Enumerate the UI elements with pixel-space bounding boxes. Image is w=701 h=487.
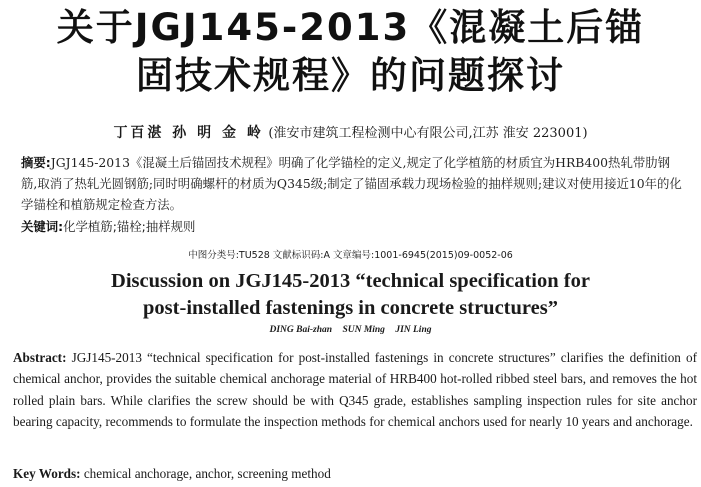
title-cn-line-2: 固技术规程》的问题探讨 [136,54,565,97]
abstract-en-text: JGJ145-2013 “technical specification for post-installed fastenings in concrete structures” clarifies the definition of chemical anchor, provides the suitable chemical anchorage material of HRB400 hot-rolled ribbed steel bars, and removes the hot rolled plain bars. While clarifies the screw should be with Q345 grade, establishes sampling inspection rules for site anchor bearing capacity, recommends to formulate the inspection methods for chemical anchors used for nearly 10 years and anchorage. [13,350,697,429]
author-affiliation-cn: (淮安市建筑工程检测中心有限公司,江苏 淮安 223001) [268,126,588,141]
title-en-line-1: Discussion on JGJ145-2013 “technical specification for [111,270,590,292]
abstract-cn [21,152,683,215]
keywords-en-text: chemical anchorage, anchor, screening method [83,466,331,481]
author-en-2: SUN Ming [342,325,385,335]
author-en-3: JIN Ling [395,325,432,335]
abstract-en [13,347,697,432]
abstract-cn-text: JGJ145-2013《混凝土后锚固技术规程》明确了化学锚栓的定义,规定了化学植筋的材质宜为HRB400热轧带肋钢筋,取消了热轧光圆钢筋;同时明确螺杆的材质为Q345级;制定了锚固承载力现场检验的抽样规则;建议对使用接近10年的化学锚栓和植筋规定检查方法。 [21,155,682,212]
keywords-en-label: Key Words: [13,466,81,481]
title-cn-line-1: 关于JGJ145-2013《混凝土后锚 [56,6,645,49]
keywords-cn-text: 化学植筋;锚栓;抽样规则 [63,219,196,234]
title-en-line-2: post-installed fastenings in concrete structures” [143,297,558,319]
keywords-cn-label: 关键词: [21,219,64,234]
keywords-cn [21,218,683,236]
authors-cn [0,124,701,143]
authors-en [0,324,701,336]
keywords-en [13,465,697,483]
abstract-en-label: Abstract: [13,350,67,365]
abstract-cn-label: 摘要: [21,155,51,170]
author-names-cn: 丁百湛 孙 明 金 岭 [113,125,264,141]
author-en-1: DING Bai-zhan [269,325,333,335]
classification-line: 中图分类号:TU528 文献标识码:A 文章编号:1001-6945(2015)09-0052-06 [188,250,513,261]
